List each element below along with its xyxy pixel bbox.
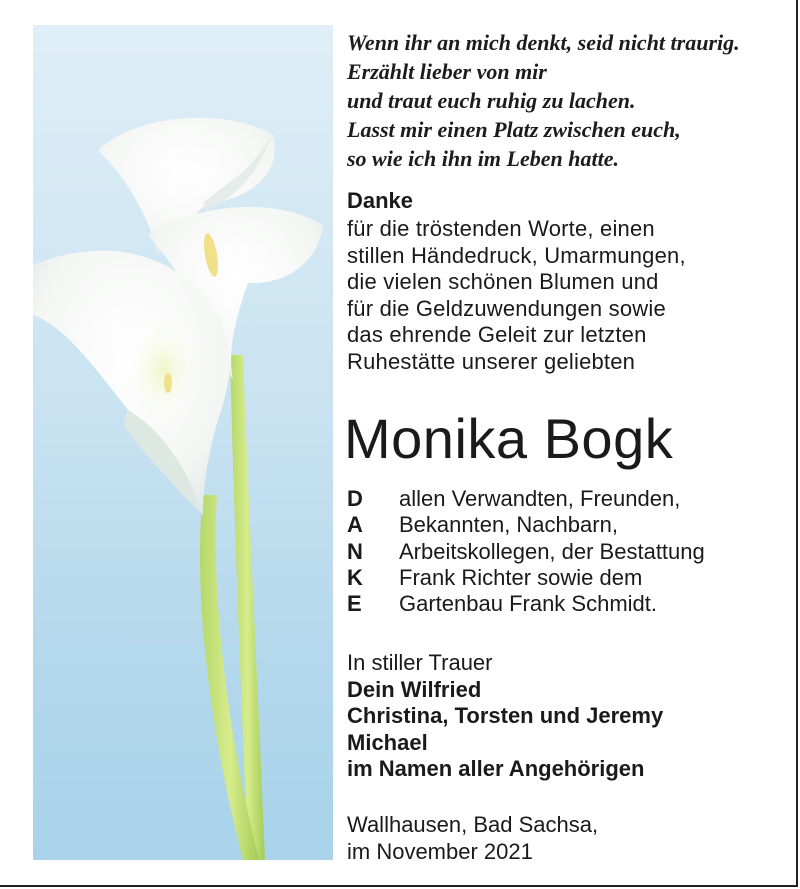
place-and-date <box>347 811 598 865</box>
mourning-intro: In stiller Trauer <box>347 650 493 675</box>
thanks-line: die vielen schönen Blumen und <box>347 269 659 294</box>
poem <box>347 28 787 173</box>
mourners-block <box>347 650 663 783</box>
location: Wallhausen, Bad Sachsa, <box>347 812 599 837</box>
thanks-line: stillen Händedruck, Umarmungen, <box>347 242 686 268</box>
acrostic-letter: E <box>347 591 362 617</box>
acrostic-letter: K <box>347 564 363 590</box>
thanks-line: für die tröstenden Worte, einen <box>347 216 655 241</box>
thanks-line: das ehrende Geleit zur letzten <box>347 322 647 347</box>
deceased-name: Monika Bogk <box>344 407 674 470</box>
acrostic-text: Arbeitskollegen, der Bestattung <box>399 538 705 564</box>
mourner-name: Dein Wilfried <box>347 676 482 702</box>
acrostic-text: Gartenbau Frank Schmidt. <box>399 591 658 617</box>
acrostic-letter: N <box>347 538 363 564</box>
mourner-name: Michael <box>347 729 428 755</box>
acrostic-text: Frank Richter sowie dem <box>399 564 643 590</box>
acrostic-text: Bekannten, Nachbarn, <box>399 512 618 538</box>
poem-line: Erzählt lieber von mir <box>347 59 547 84</box>
thanks-text <box>347 216 787 375</box>
acrostic-text: allen Verwandten, Freunden, <box>399 486 681 511</box>
date: im November 2021 <box>347 839 533 864</box>
thanks-heading: Danke <box>347 188 414 213</box>
acrostic-letter: D <box>347 486 363 511</box>
calla-lily-image <box>33 25 333 860</box>
mourner-name: im Namen aller Angehörigen <box>347 756 645 781</box>
poem-line: so wie ich ihn im Leben hatte. <box>347 146 619 171</box>
acrostic-letter: A <box>347 512 363 538</box>
thanks-line: für die Geldzuwendungen sowie <box>347 295 666 321</box>
poem-line: Lasst mir einen Platz zwischen euch, <box>347 117 681 142</box>
mourner-name: Christina, Torsten und Jeremy <box>347 703 664 728</box>
poem-line: Wenn ihr an mich denkt, seid nicht traurig. <box>347 30 740 55</box>
thanks-line: Ruhestätte unserer geliebten <box>347 348 636 374</box>
poem-line: und traut euch ruhig zu lachen. <box>347 88 636 113</box>
